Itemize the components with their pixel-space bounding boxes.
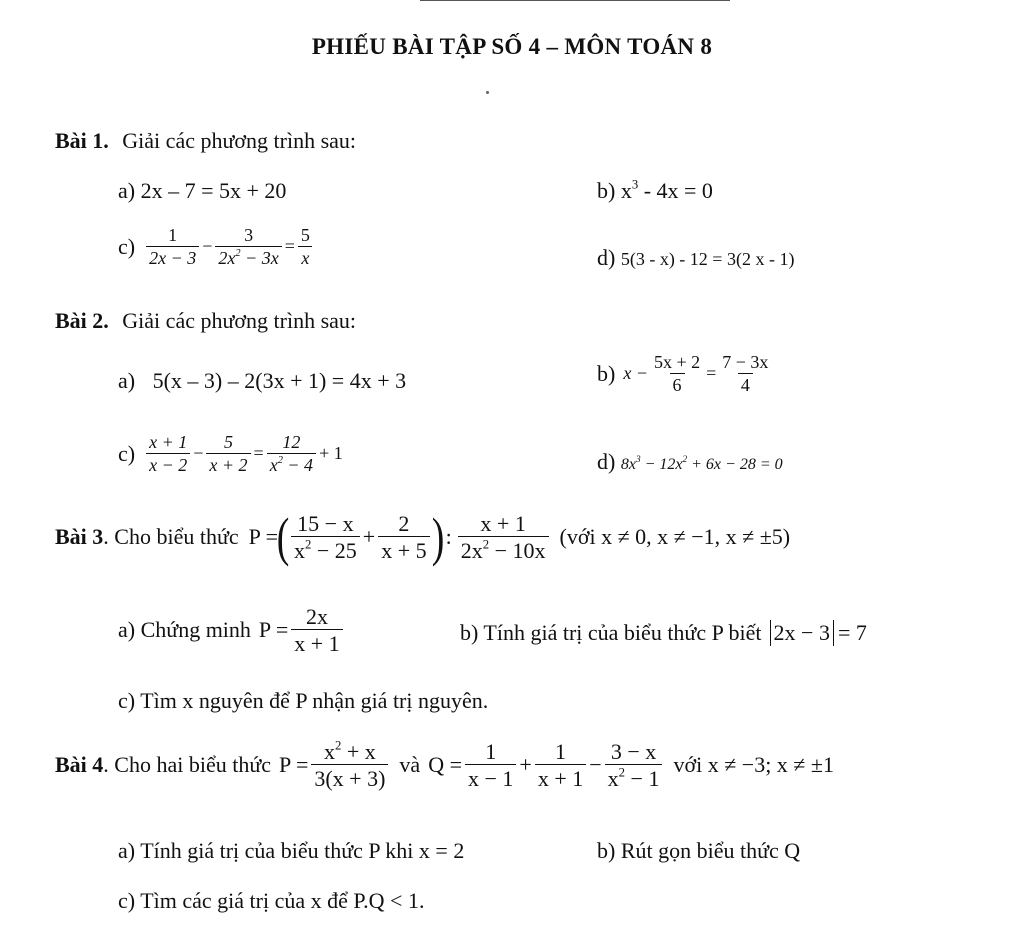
- bai4-intro: . Cho hai biểu thức: [103, 752, 272, 778]
- fraction: $\frac{1}{2x - 3}$: [146, 226, 199, 268]
- fraction: $\frac{1}{x - 1}$: [465, 740, 516, 790]
- right-paren: ): [431, 507, 444, 567]
- bai3-intro: . Cho biểu thức: [103, 524, 239, 549]
- bai2-b: b) x − $\frac{5x + 2}{6}$ = $\frac{7 - 3x}{4}$: [597, 353, 774, 395]
- fraction: $\frac{2}{x + 5}$: [378, 512, 429, 562]
- bai1-c: c) $\frac{1}{2x - 3}$ − $\frac{3}{2x^2 - 3x}$ = $\frac{5}{x}$: [118, 226, 316, 268]
- stray-mark: [486, 91, 489, 94]
- item-label: b): [597, 360, 616, 386]
- bai1-heading: Bài 1.: [55, 128, 109, 153]
- item-label: c): [118, 440, 136, 466]
- equation: 2x – 7 = 5x + 20: [140, 178, 287, 203]
- bai4-heading: Bài 4: [55, 752, 104, 778]
- condition: với x ≠ −3; x ≠ ±1: [673, 752, 834, 778]
- item-label: b): [597, 178, 616, 203]
- equation: $x^3 - 4x = 0$: [620, 177, 713, 203]
- bai1-b: [597, 178, 713, 204]
- fraction: $\frac{5x + 2}{6}$: [653, 352, 701, 395]
- bai1-a: [118, 178, 286, 204]
- fraction: $\frac{x^2 + x}{3(x + 3)}$: [311, 740, 388, 790]
- bai3-a: a) Chứng minh P = $\frac{2x}{x + 1}$: [118, 605, 346, 655]
- item-label: d): [597, 245, 616, 270]
- fraction: $\frac{12}{x^2 - 4}$: [267, 433, 316, 475]
- fraction: $\frac{2x}{x + 1}$: [291, 605, 342, 655]
- bai3-heading: Bài 3: [55, 524, 104, 549]
- bai2-heading: Bài 2.: [55, 308, 109, 333]
- fraction: $\frac{3}{2x^2 - 3x}$: [215, 226, 281, 268]
- bai4-b: b) Rút gọn biểu thức Q: [597, 838, 801, 863]
- bai4-a: a) Tính giá trị của biểu thức P khi x = 2: [118, 838, 465, 863]
- fraction: $\frac{7 - 3x}{4}$: [722, 352, 769, 395]
- equation: 5(x – 3) – 2(3x + 1) = 4x + 3: [152, 368, 407, 393]
- fraction: $\frac{5}{x + 2}$: [206, 433, 250, 475]
- fraction: $\frac{5}{x}$: [298, 226, 313, 268]
- fraction: $\frac{15 - x}{x^2 - 25}$: [291, 512, 360, 562]
- item-text: a) Chứng minh: [118, 617, 251, 643]
- item-label: c): [118, 233, 136, 259]
- bai2-d: [597, 449, 783, 475]
- top-rule: [420, 0, 730, 1]
- bai4-c: c) Tìm các giá trị của x để P.Q < 1.: [118, 888, 425, 913]
- item-text: b) Tính giá trị của biểu thức P biết: [460, 620, 762, 645]
- fraction: $\frac{x + 1}{x - 2}$: [146, 433, 190, 475]
- equation: 5(3 - x) - 12 = 3(2 x - 1): [620, 249, 795, 269]
- item-label: a): [118, 178, 136, 203]
- condition: (với x ≠ 0, x ≠ −1, x ≠ ±5): [559, 524, 791, 549]
- bai2-a: [118, 368, 406, 394]
- fraction: $\frac{1}{x + 1}$: [535, 740, 586, 790]
- bai1-instruction: Giải các phương trình sau:: [122, 128, 357, 153]
- page-title: PHIẾU BÀI TẬP SỐ 4 – MÔN TOÁN 8: [311, 34, 713, 59]
- fraction: $\frac{3 - x}{x^2 - 1}$: [605, 740, 663, 790]
- bai3-line: Bài 3 . Cho biểu thức P = ( $\frac{15 - x}{x^2 - 25}$ + $\frac{2}{x + 5}$ ) : $\frac{x + 1}{2x^2 - 10x}$ (với x ≠ 0, x ≠ −1, x ≠ ±5): [55, 507, 791, 567]
- equation: $8x^3 - 12x^2 + 6x - 28 = 0$: [620, 455, 783, 473]
- bai2-instruction: Giải các phương trình sau:: [122, 308, 357, 333]
- bai1-d: [597, 245, 794, 271]
- item-label: a): [118, 368, 136, 393]
- bai2-header: [55, 308, 356, 334]
- bai3-c: c) Tìm x nguyên để P nhận giá trị nguyên.: [118, 688, 489, 713]
- fraction: $\frac{x + 1}{2x^2 - 10x}$: [458, 512, 549, 562]
- item-label: d): [597, 449, 616, 474]
- bai3-b: b) Tính giá trị của biểu thức P biết 2x − 3 = 7: [460, 620, 867, 645]
- left-paren: (: [276, 507, 290, 567]
- bai4-line: Bài 4 . Cho hai biểu thức P = $\frac{x^2 + x}{3(x + 3)}$ và Q = $\frac{1}{x - 1}$ + $\frac{1}{x + 1}$ − $\frac{3 - x}{x^2 - 1}$ với x ≠ −3; x ≠ ±1: [55, 738, 834, 792]
- bai2-c: c) $\frac{x + 1}{x - 2}$ − $\frac{5}{x + 2}$ = $\frac{12}{x^2 - 4}$ + 1: [118, 432, 343, 475]
- absolute-value: 2x − 3: [770, 620, 834, 646]
- bai1-header: [55, 128, 356, 154]
